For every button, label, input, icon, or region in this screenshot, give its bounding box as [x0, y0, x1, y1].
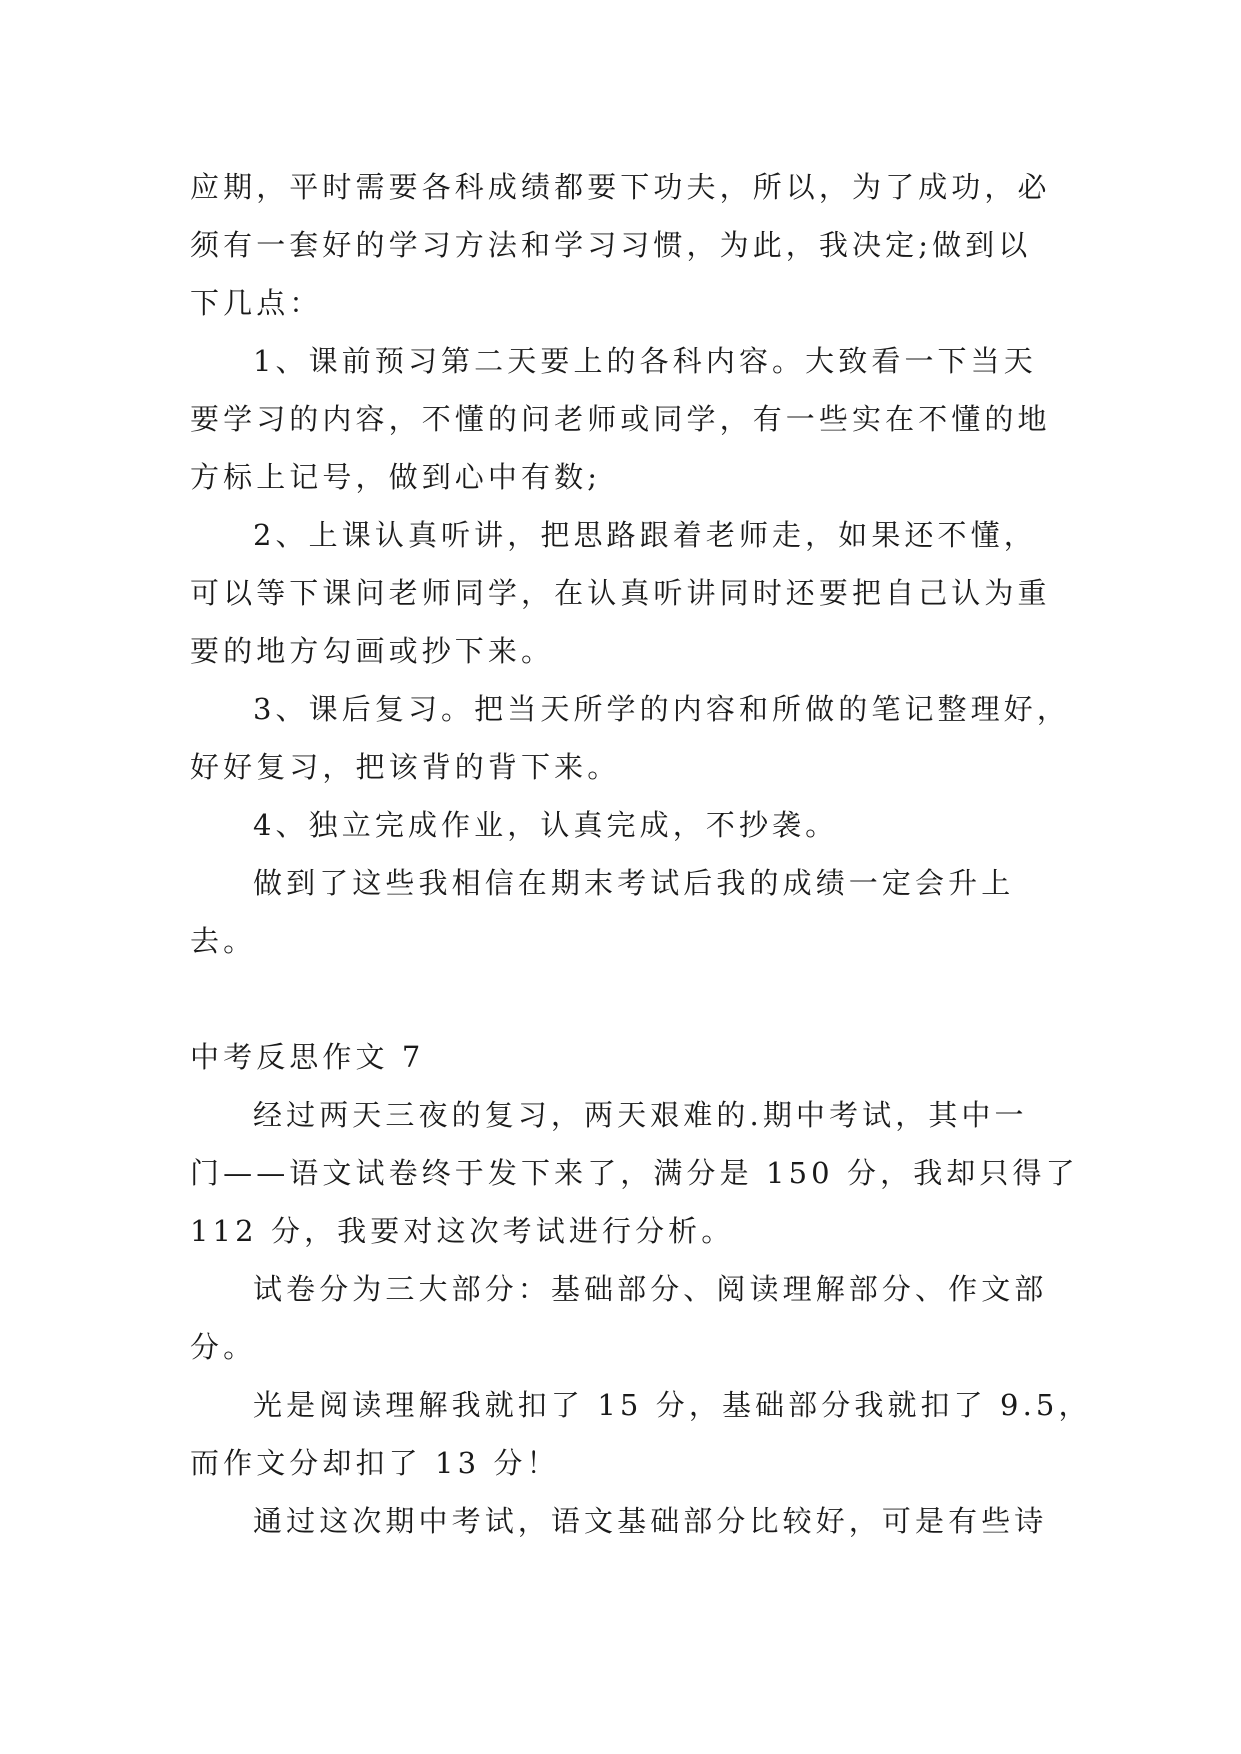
text-line: 应期，平时需要各科成绩都要下功夫，所以，为了成功，必 [190, 170, 1051, 204]
paragraph-line: 光是阅读理解我就扣了 15 分，基础部分我就扣了 9.5， [253, 1388, 1092, 1422]
text-line: 而作文分却扣了 13 分！ [190, 1446, 560, 1480]
text-line: 112 分，我要对这次考试进行分析。 [190, 1214, 735, 1248]
list-item-1-line: 1、课前预习第二天要上的各科内容。大致看一下当天 [253, 344, 1037, 378]
text-line: 要的地方勾画或抄下来。 [190, 634, 555, 668]
text-line: 方标上记号，做到心中有数; [190, 460, 602, 494]
text-line: 门——语文试卷终于发下来了，满分是 150 分，我却只得了 [190, 1156, 1079, 1190]
list-item-3-line: 3、课后复习。把当天所学的内容和所做的笔记整理好， [253, 692, 1070, 726]
text-line: 分。 [190, 1330, 257, 1364]
section-heading: 中考反思作文 7 [190, 1040, 425, 1074]
paragraph-line: 试卷分为三大部分：基础部分、阅读理解部分、作文部 [253, 1272, 1048, 1306]
paragraph-line: 经过两天三夜的复习，两天艰难的.期中考试，其中一 [253, 1098, 1028, 1132]
text-line: 去。 [190, 924, 257, 958]
text-line: 要学习的内容，不懂的问老师或同学，有一些实在不懂的地 [190, 402, 1051, 436]
text-line: 好好复习，把该背的背下来。 [190, 750, 621, 784]
text-line: 可以等下课问老师同学，在认真听讲同时还要把自己认为重 [190, 576, 1051, 610]
text-line: 下几点： [190, 286, 323, 320]
text-line: 须有一套好的学习方法和学习习惯，为此，我决定;做到以 [190, 228, 1032, 262]
list-item-2-line: 2、上课认真听讲，把思路跟着老师走，如果还不懂， [253, 518, 1037, 552]
list-item-4-line: 4、独立完成作业，认真完成，不抄袭。 [253, 808, 839, 842]
paragraph-line: 做到了这些我相信在期末考试后我的成绩一定会升上 [253, 866, 1015, 900]
paragraph-line: 通过这次期中考试，语文基础部分比较好，可是有些诗 [253, 1504, 1048, 1538]
